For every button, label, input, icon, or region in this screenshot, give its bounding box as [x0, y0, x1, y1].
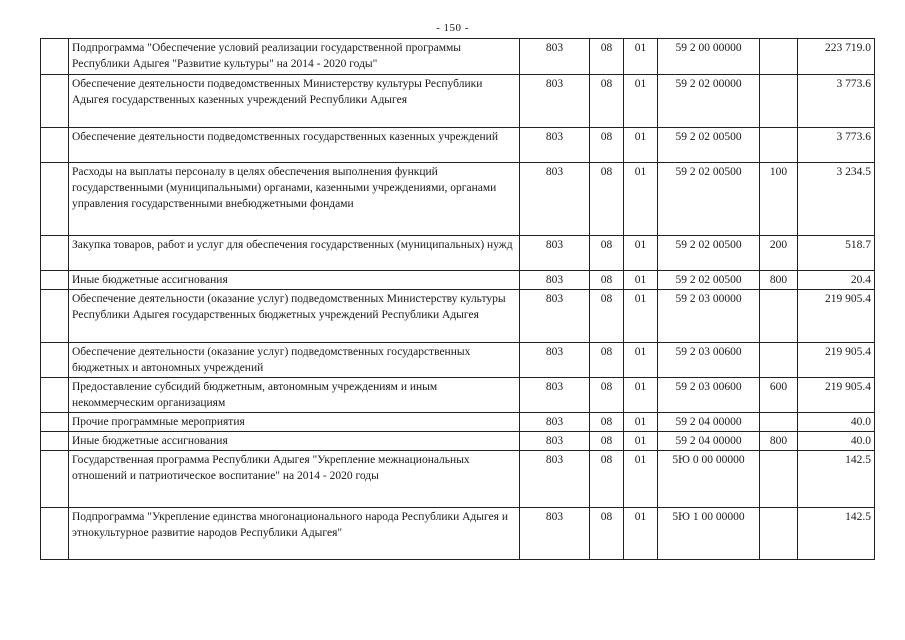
expense-type-cell: [760, 413, 798, 432]
item-name-cell: Обеспечение деятельности (оказание услуг) подведомственных Министерству культуры Республики Адыгея государственных бюджетных учреждений Республики Адыгея: [69, 290, 520, 343]
amount-cell: 223 719.0: [798, 39, 875, 75]
amount-cell: 20.4: [798, 271, 875, 290]
subsection-code-cell: 01: [624, 508, 658, 560]
subsection-code-cell: 01: [624, 451, 658, 508]
page-number: - 150 -: [436, 22, 469, 34]
expense-type-cell: [760, 290, 798, 343]
ministry-code-cell: 803: [520, 39, 590, 75]
row-margin-cell: [41, 508, 69, 560]
table-row: [41, 128, 875, 163]
item-name-cell: Подпрограмма "Укрепление единства многонационального народа Республики Адыгея и этнокультурное развитие народов Республики Адыгея": [69, 508, 520, 560]
target-article-cell: 59 2 02 00500: [658, 163, 760, 236]
section-code-cell: 08: [590, 39, 624, 75]
target-article-cell: 5Ю 0 00 00000: [658, 451, 760, 508]
ministry-code-cell: 803: [520, 413, 590, 432]
subsection-code-cell: 01: [624, 128, 658, 163]
subsection-code-cell: 01: [624, 413, 658, 432]
expense-type-cell: [760, 39, 798, 75]
row-margin-cell: [41, 128, 69, 163]
expense-type-cell: 600: [760, 378, 798, 413]
subsection-code-cell: 01: [624, 236, 658, 271]
row-margin-cell: [41, 413, 69, 432]
target-article-cell: 59 2 02 00500: [658, 236, 760, 271]
row-margin-cell: [41, 451, 69, 508]
ministry-code-cell: 803: [520, 236, 590, 271]
amount-cell: 219 905.4: [798, 290, 875, 343]
subsection-code-cell: 01: [624, 75, 658, 128]
ministry-code-cell: 803: [520, 432, 590, 451]
table-row: [41, 39, 875, 75]
ministry-code-cell: 803: [520, 128, 590, 163]
target-article-cell: 59 2 04 00000: [658, 432, 760, 451]
row-margin-cell: [41, 236, 69, 271]
item-name-cell: Обеспечение деятельности подведомственных государственных казенных учреждений: [69, 128, 520, 163]
subsection-code-cell: 01: [624, 432, 658, 451]
table-row: [41, 378, 875, 413]
expense-type-cell: 200: [760, 236, 798, 271]
section-code-cell: 08: [590, 163, 624, 236]
ministry-code-cell: 803: [520, 290, 590, 343]
table-row: [41, 236, 875, 271]
target-article-cell: 5Ю 1 00 00000: [658, 508, 760, 560]
section-code-cell: 08: [590, 290, 624, 343]
target-article-cell: 59 2 03 00000: [658, 290, 760, 343]
section-code-cell: 08: [590, 413, 624, 432]
amount-cell: 219 905.4: [798, 343, 875, 378]
ministry-code-cell: 803: [520, 163, 590, 236]
amount-cell: 142.5: [798, 508, 875, 560]
budget-table-body: [41, 39, 875, 560]
section-code-cell: 08: [590, 75, 624, 128]
row-margin-cell: [41, 432, 69, 451]
section-code-cell: 08: [590, 128, 624, 163]
expense-type-cell: 100: [760, 163, 798, 236]
table-row: [41, 343, 875, 378]
item-name-cell: Подпрограмма "Обеспечение условий реализации государственной программы Республики Адыгея "Развитие культуры" на 2014 - 2020 годы": [69, 39, 520, 75]
section-code-cell: 08: [590, 343, 624, 378]
amount-cell: 40.0: [798, 432, 875, 451]
subsection-code-cell: 01: [624, 290, 658, 343]
expense-type-cell: [760, 343, 798, 378]
ministry-code-cell: 803: [520, 378, 590, 413]
table-row: [41, 413, 875, 432]
section-code-cell: 08: [590, 451, 624, 508]
target-article-cell: 59 2 02 00500: [658, 128, 760, 163]
amount-cell: 3 773.6: [798, 75, 875, 128]
expense-type-cell: [760, 75, 798, 128]
row-margin-cell: [41, 343, 69, 378]
table-row: [41, 271, 875, 290]
item-name-cell: Обеспечение деятельности подведомственных Министерству культуры Республики Адыгея государственных казенных учреждений Республики Адыгея: [69, 75, 520, 128]
target-article-cell: 59 2 04 00000: [658, 413, 760, 432]
subsection-code-cell: 01: [624, 271, 658, 290]
amount-cell: 142.5: [798, 451, 875, 508]
target-article-cell: 59 2 03 00600: [658, 378, 760, 413]
target-article-cell: 59 2 02 00000: [658, 75, 760, 128]
target-article-cell: 59 2 03 00600: [658, 343, 760, 378]
item-name-cell: Закупка товаров, работ и услуг для обеспечения государственных (муниципальных) нужд: [69, 236, 520, 271]
target-article-cell: 59 2 00 00000: [658, 39, 760, 75]
row-margin-cell: [41, 75, 69, 128]
section-code-cell: 08: [590, 236, 624, 271]
row-margin-cell: [41, 271, 69, 290]
row-margin-cell: [41, 39, 69, 75]
item-name-cell: Обеспечение деятельности (оказание услуг) подведомственных государственных бюджетных и автономных учреждений: [69, 343, 520, 378]
section-code-cell: 08: [590, 378, 624, 413]
row-margin-cell: [41, 290, 69, 343]
ministry-code-cell: 803: [520, 75, 590, 128]
amount-cell: 3 773.6: [798, 128, 875, 163]
expense-type-cell: 800: [760, 271, 798, 290]
amount-cell: 219 905.4: [798, 378, 875, 413]
row-margin-cell: [41, 378, 69, 413]
expense-type-cell: [760, 508, 798, 560]
expense-type-cell: [760, 451, 798, 508]
subsection-code-cell: 01: [624, 343, 658, 378]
table-row: [41, 508, 875, 560]
amount-cell: 518.7: [798, 236, 875, 271]
table-row: [41, 432, 875, 451]
item-name-cell: Иные бюджетные ассигнования: [69, 432, 520, 451]
item-name-cell: Предоставление субсидий бюджетным, автономным учреждениям и иным некоммерческим организациям: [69, 378, 520, 413]
item-name-cell: Прочие программные мероприятия: [69, 413, 520, 432]
target-article-cell: 59 2 02 00500: [658, 271, 760, 290]
amount-cell: 40.0: [798, 413, 875, 432]
ministry-code-cell: 803: [520, 451, 590, 508]
item-name-cell: Расходы на выплаты персоналу в целях обеспечения выполнения функций государственными (муниципальными) органами, казенными учреждениями, органами управления государственными внебюджетными фондами: [69, 163, 520, 236]
budget-table: [40, 38, 875, 560]
section-code-cell: 08: [590, 508, 624, 560]
table-row: [41, 451, 875, 508]
subsection-code-cell: 01: [624, 378, 658, 413]
item-name-cell: Государственная программа Республики Адыгея "Укрепление межнациональных отношений и патриотическое воспитание" на 2014 - 2020 годы: [69, 451, 520, 508]
row-margin-cell: [41, 163, 69, 236]
expense-type-cell: [760, 128, 798, 163]
ministry-code-cell: 803: [520, 343, 590, 378]
ministry-code-cell: 803: [520, 271, 590, 290]
section-code-cell: 08: [590, 271, 624, 290]
subsection-code-cell: 01: [624, 39, 658, 75]
amount-cell: 3 234.5: [798, 163, 875, 236]
table-row: [41, 75, 875, 128]
section-code-cell: 08: [590, 432, 624, 451]
expense-type-cell: 800: [760, 432, 798, 451]
table-row: [41, 163, 875, 236]
subsection-code-cell: 01: [624, 163, 658, 236]
item-name-cell: Иные бюджетные ассигнования: [69, 271, 520, 290]
table-row: [41, 290, 875, 343]
ministry-code-cell: 803: [520, 508, 590, 560]
